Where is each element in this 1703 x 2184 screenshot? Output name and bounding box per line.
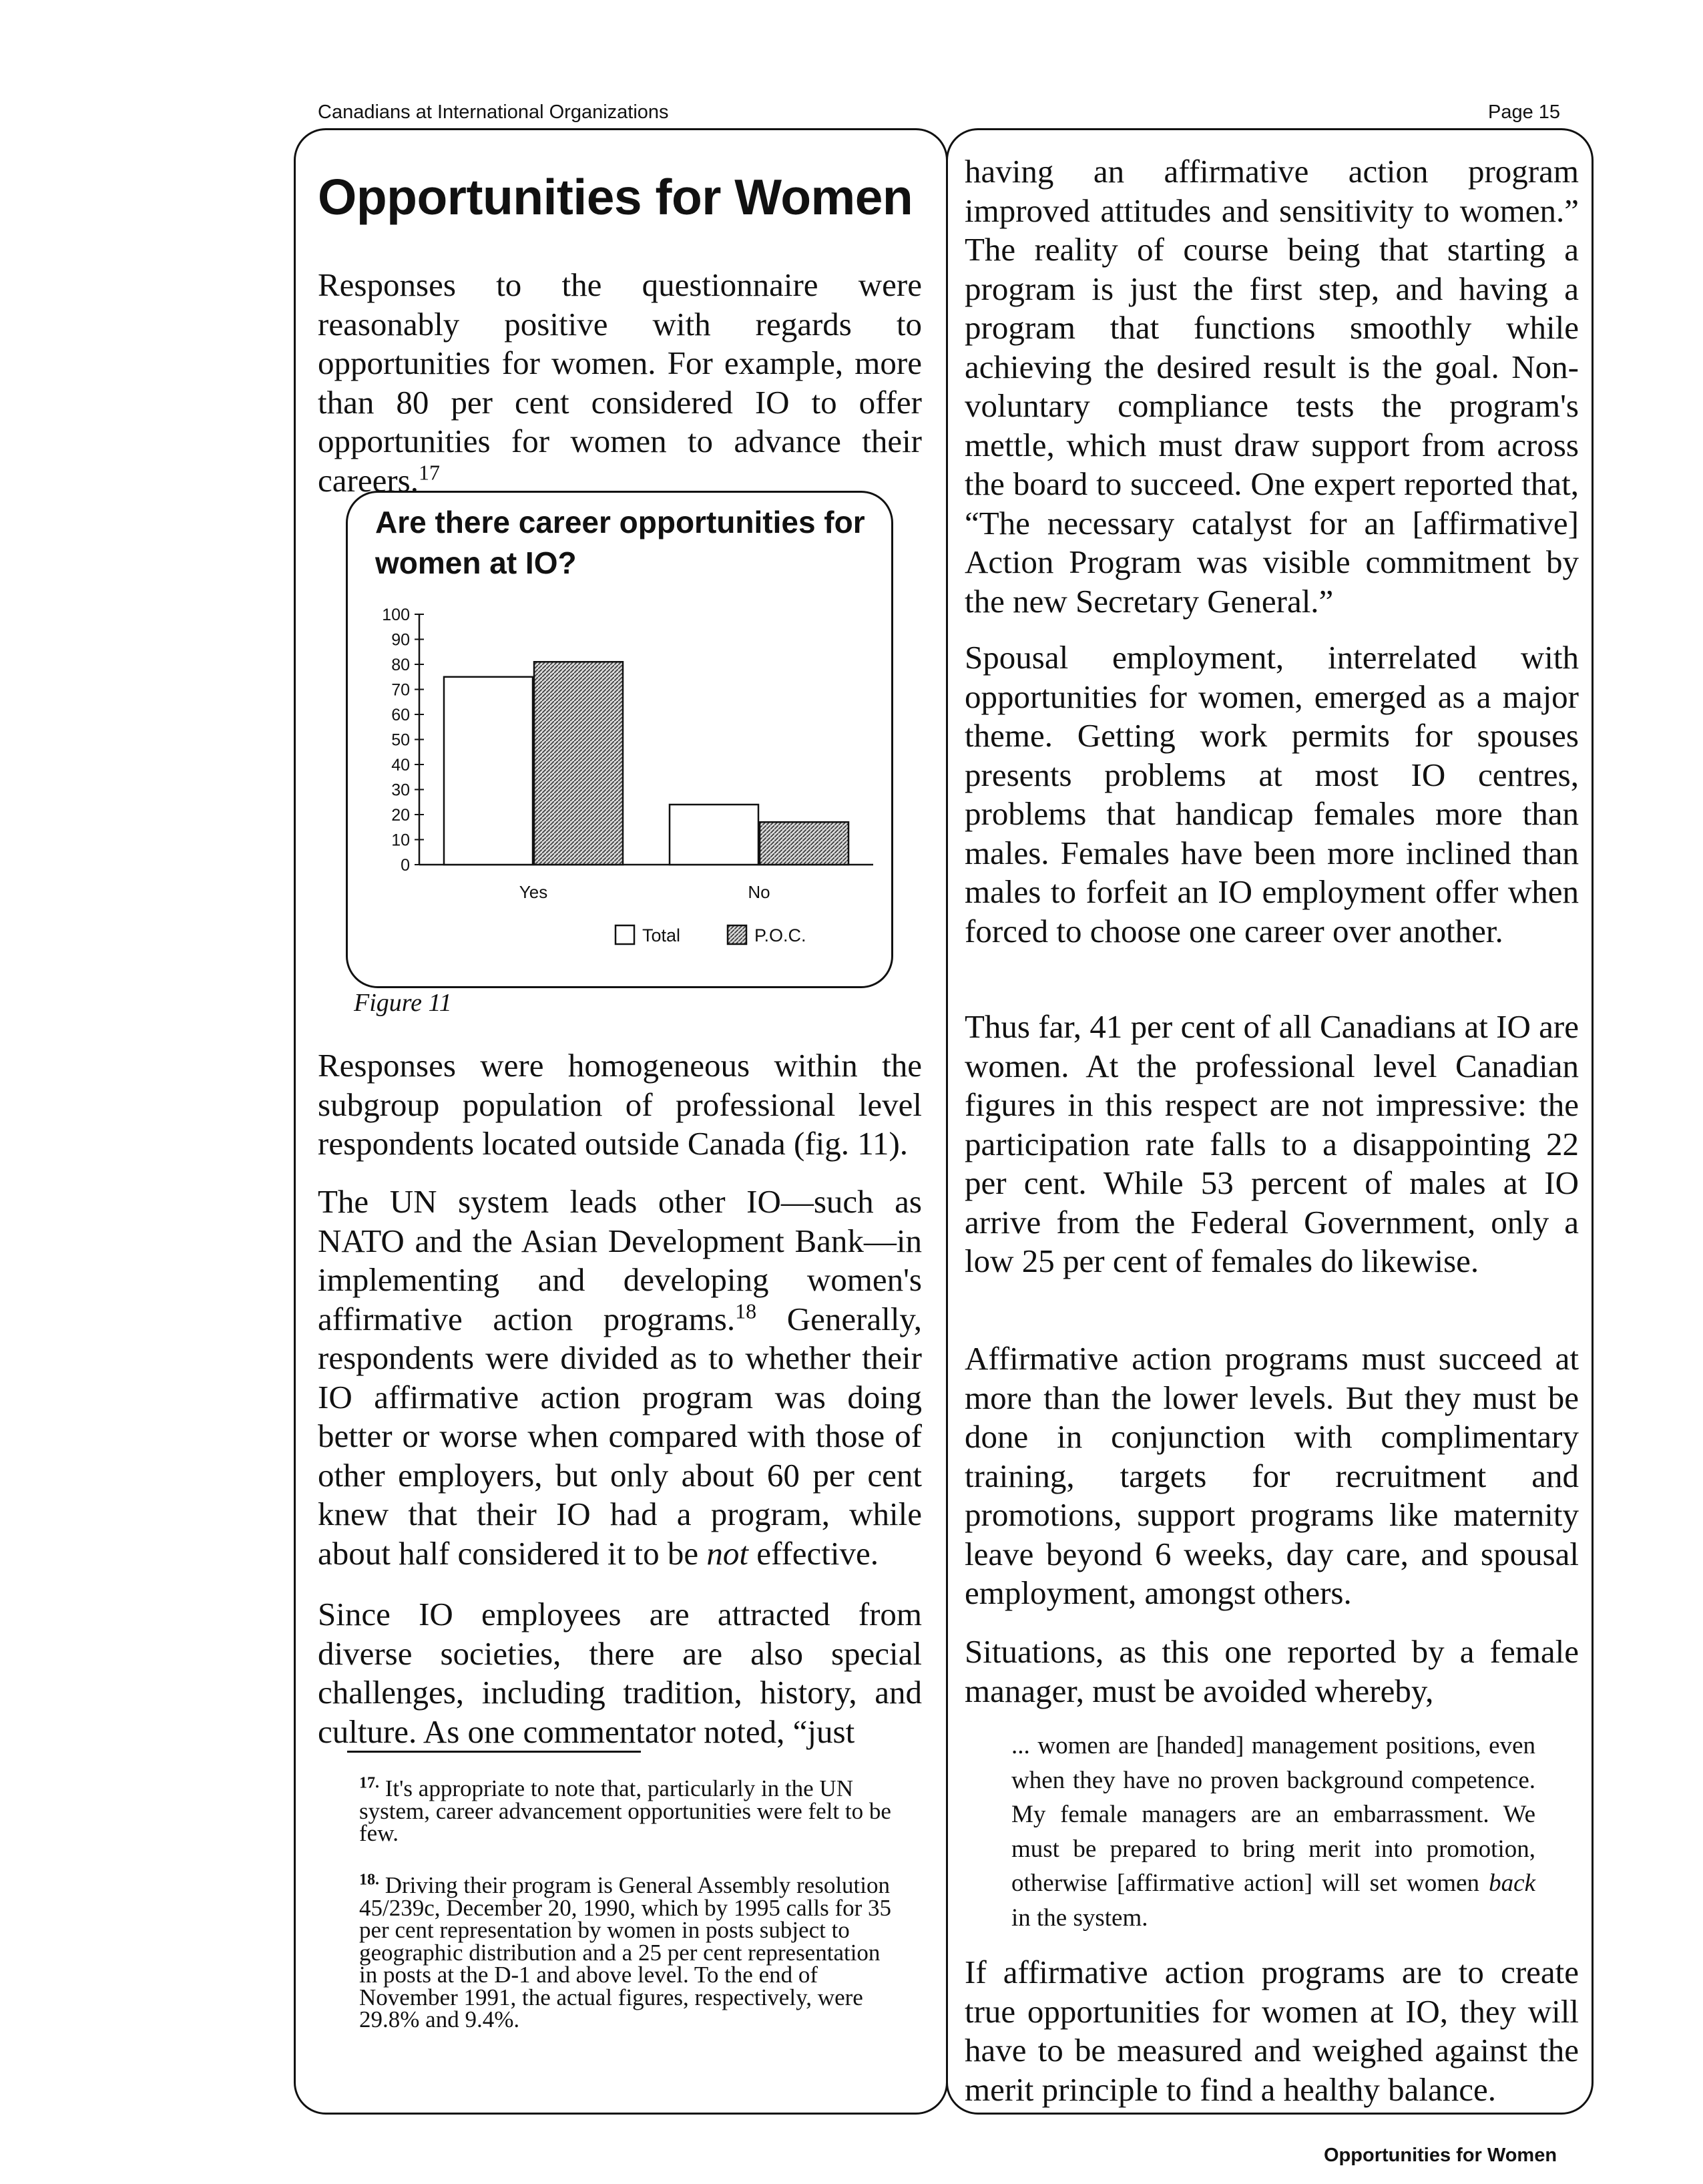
footnote-ref-17: 17 [418,460,440,485]
footnote-ref-18: 18 [735,1299,757,1323]
block-quote-emphasis: back [1489,1870,1535,1897]
bar-no-total [670,805,758,865]
y-tick-label: 80 [391,656,410,674]
left-paragraph-3-emphasis: not [706,1534,749,1572]
footnote-18 [359,1871,893,2032]
block-quote-text-b: in the system. [1011,1904,1148,1932]
right-paragraph-5: Situations, as this one reported by a female manager, must be avoided whereby, [965,1633,1579,1709]
left-paragraph-3-text-b: Generally, respondents were divided as to whether their IO affirmative action program was doing better or worse when compared with those of other employers, but only about 60 per cent knew that their IO had a program, while about half considered it to be [318,1300,922,1572]
left-paragraph-2: Responses were homogeneous within the subgroup population of professional level respondents located outside Canada (fig. 11). [318,1047,922,1162]
footnote-17-text: It's appropriate to note that, particularly in the UN system, career advancement opportunities were felt to be few. [359,1775,891,1846]
figure-caption: Figure 11 [354,989,452,1017]
y-tick-label: 10 [391,831,410,850]
left-paragraph-1-text: Responses to the questionnaire were reasonably positive with regards to opportunities for women. For example, more than 80 per cent considered IO to offer opportunities for women to advance their careers. [318,266,922,499]
running-footer: Opportunities for Women [1324,2145,1557,2166]
legend-swatch-total [616,925,634,944]
y-tick-label: 20 [391,806,410,825]
x-tick-label: No [748,882,770,902]
bar-yes-poc [534,662,623,865]
x-tick-label: Yes [519,882,548,902]
running-header-title: Canadians at International Organizations [318,101,669,123]
right-paragraph-2: Spousal employment, interrelated with opportunities for women, emerged as a major theme. Getting work permits for spouses presents problems at most IO centres, problems that handicap females more than males. Females have been more inclined than males to forfeit an IO employment offer when forced to choose one career over another. [965,639,1579,949]
block-quote [1011,1729,1535,1935]
y-tick-label: 40 [391,756,410,775]
left-paragraph-1 [318,266,922,500]
bar-yes-total [444,677,533,865]
right-paragraph-4: Affirmative action programs must succeed at more than the lower levels. But they must be done in conjunction with complimentary training, targets for recruitment and promotions, support programs like maternity leave beyond 6 weeks, day care, and spousal employment, amongst others. [965,1340,1579,1611]
block-quote-text-a: ... women are [handed] management positions, even when they have no proven background competence. My female managers are an embarrassment. We must be prepared to bring merit into promotion, otherwise [affirmative action] will set women [1011,1732,1535,1897]
footnote-rule [347,1751,641,1753]
y-tick-label: 30 [391,781,410,800]
y-tick-label: 0 [401,856,410,875]
chart-title: Are there career opportunities for women at IO? [375,505,865,580]
page-number: Page 15 [1488,101,1561,123]
legend-swatch-poc [728,925,746,944]
left-paragraph-3 [318,1182,922,1573]
left-paragraph-3-text-a: The UN system leads other IO—such as NATO and the Asian Development Bank—in implementing and developing women's affirmative action programs. [318,1183,922,1337]
y-tick-label: 70 [391,680,410,700]
left-paragraph-4: Since IO employees are attracted from diverse societies, there are also special challenges, including tradition, history, and culture. As one commentator noted, “just [318,1596,922,1750]
legend-label-poc: P.O.C. [754,925,806,945]
bar-no-poc [760,822,848,865]
section-title: Opportunities for Women [318,169,913,225]
right-paragraph-6: If affirmative action programs are to create true opportunities for women at IO, they will have to be measured and weighed against the merit principle to find a healthy balance. [965,1954,1579,2108]
legend-label-total: Total [642,925,681,945]
y-tick-label: 60 [391,706,410,724]
footnote-17 [359,1774,893,1846]
footnote-18-number: 18. [359,1871,379,1889]
footnote-17-number: 17. [359,1774,379,1792]
bar-chart [354,601,888,975]
left-paragraph-3-text-c: effective. [748,1534,879,1572]
y-tick-label: 90 [391,630,410,650]
right-paragraph-1: having an affirmative action program improved attitudes and sensitivity to women.” The reality of course being that starting a program is just the first step, and having a program that functions smoothly while achieving the desired result is the goal. Non-voluntary compliance tests the program's mettle, which must draw support from across the board to succeed. One expert reported that, “The necessary catalyst for an [affirmative] Action Program was visible commitment by the new Secretary General.” [965,153,1579,620]
y-tick-label: 50 [391,730,410,750]
right-paragraph-3: Thus far, 41 per cent of all Canadians at IO are women. At the professional level Canadian figures in this respect are not impressive: the participation rate falls to a disappointing 22 per cent. While 53 percent of males at IO arrive from the Federal Government, only a low 25 per cent of females do likewise. [965,1008,1579,1279]
footnote-18-text: Driving their program is General Assembly resolution 45/239c, December 20, 1990, which by 1995 calls for 35 per cent representation by women in posts subject to geographic distribution and a 25 per cent representation in posts at the D-1 and above level. To the end of November 1991, the actual figures, respectively, were 29.8% and 9.4%. [359,1872,892,2032]
y-tick-label: 100 [382,606,410,624]
